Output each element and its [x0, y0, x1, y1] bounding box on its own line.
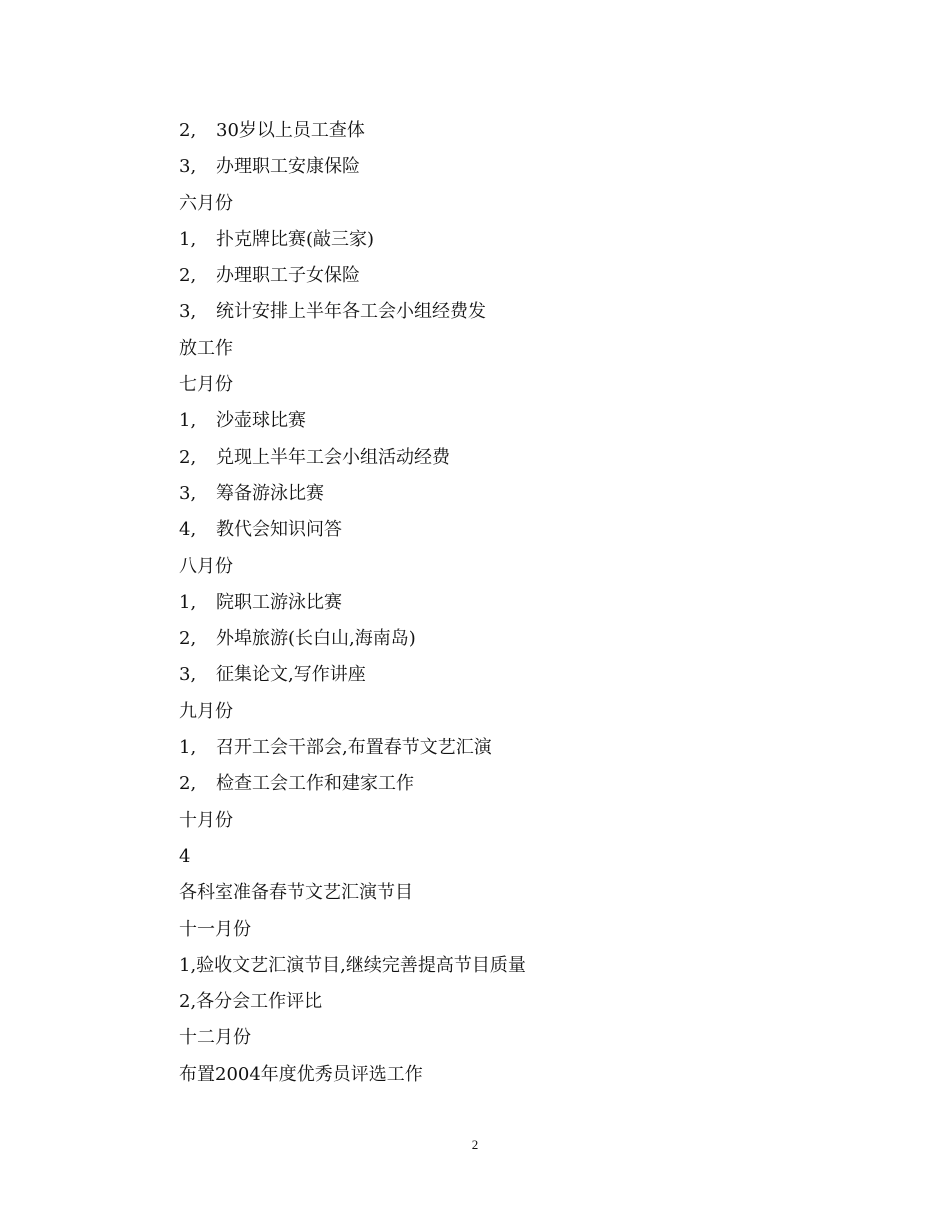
list-item-number: 2,: [179, 773, 197, 795]
month-heading: 六月份: [179, 192, 233, 214]
list-item-number: 3,: [179, 482, 197, 504]
list-item: [179, 406, 799, 442]
list-item: [179, 297, 799, 333]
list-item: [179, 660, 799, 696]
list-item-number: 2,: [179, 446, 197, 468]
list-item-text: 扑克牌比赛(敲三家): [216, 228, 375, 250]
list-item-text: 召开工会干部会,布置春节文艺汇演: [216, 737, 492, 759]
list-item-text: 征集论文,写作讲座: [216, 664, 366, 686]
list-item-number: 1,: [179, 737, 197, 759]
text-line: 4: [179, 845, 191, 867]
text-line: 各科室准备春节文艺汇演节目: [179, 882, 413, 904]
list-item-text: 办理职工安康保险: [216, 156, 360, 178]
text-line: 1,验收文艺汇演节目,继续完善提高节目质量: [179, 954, 526, 976]
list-item: [179, 733, 799, 769]
list-item-text: 兑现上半年工会小组活动经费: [216, 446, 450, 468]
list-item-number: 1,: [179, 591, 197, 613]
list-item: [179, 479, 799, 515]
list-item-number: 1,: [179, 410, 197, 432]
list-item-text: 筹备游泳比赛: [216, 482, 324, 504]
list-item-text: 检查工会工作和建家工作: [216, 773, 414, 795]
list-item-text: 沙壶球比赛: [216, 410, 306, 432]
list-item-number: 2,: [179, 628, 197, 650]
text-line: 2,各分会工作评比: [179, 991, 323, 1013]
list-item-number: 2,: [179, 120, 197, 141]
list-item: [179, 588, 799, 624]
month-heading: 十一月份: [179, 918, 251, 940]
month-heading: 十月份: [179, 809, 233, 831]
month-heading: 八月份: [179, 555, 233, 577]
list-item-text: 30岁以上员工查体: [216, 120, 365, 141]
list-item-text: 院职工游泳比赛: [216, 591, 342, 613]
list-item-text: 教代会知识问答: [216, 519, 342, 541]
list-item: [179, 624, 799, 660]
text-line: 放工作: [179, 337, 233, 359]
list-item-text: 办理职工子女保险: [216, 265, 360, 287]
list-item-text: 外埠旅游(长白山,海南岛): [216, 628, 416, 650]
list-item: [179, 116, 799, 152]
month-heading: 七月份: [179, 374, 233, 396]
list-item-number: 3,: [179, 301, 197, 323]
list-item-number: 2,: [179, 265, 197, 287]
list-item: [179, 443, 799, 479]
list-item-number: 1,: [179, 228, 197, 250]
list-item-text: 统计安排上半年各工会小组经费发: [216, 301, 486, 323]
month-heading: 十二月份: [179, 1027, 251, 1049]
month-heading: 九月份: [179, 700, 233, 722]
list-item: [179, 515, 799, 551]
text-line: 布置2004年度优秀员评选工作: [179, 1063, 423, 1085]
list-item-number: 4,: [179, 519, 197, 541]
list-item-number: 3,: [179, 156, 197, 178]
list-item: [179, 769, 799, 805]
list-item: [179, 225, 799, 261]
list-item-number: 3,: [179, 664, 197, 686]
list-item: [179, 261, 799, 297]
document-body: [179, 116, 799, 1096]
list-item: [179, 152, 799, 188]
page-number: 2: [471, 1137, 479, 1152]
